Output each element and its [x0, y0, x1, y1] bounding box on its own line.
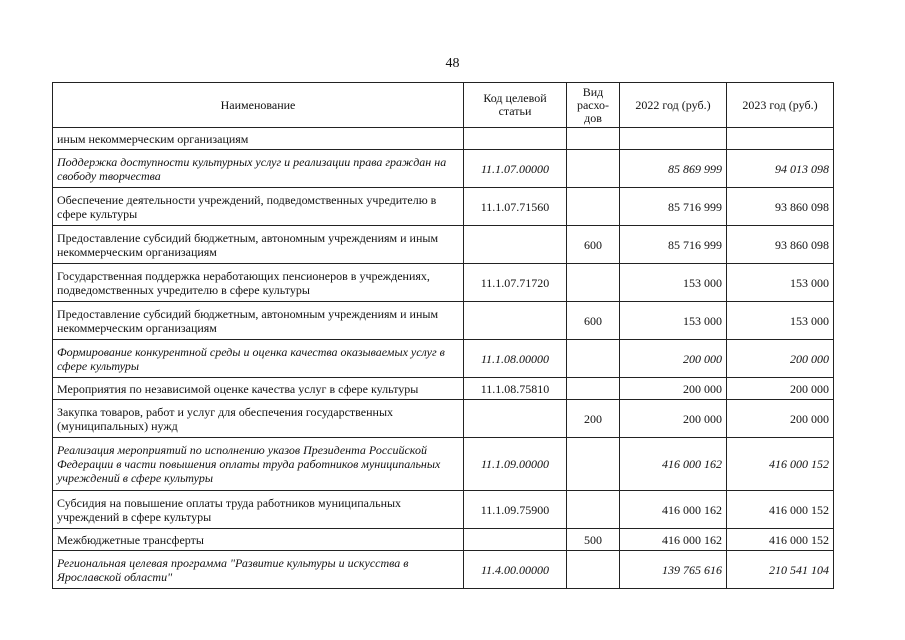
row-2022: 200 000: [620, 378, 727, 400]
row-code: 11.1.09.75900: [464, 491, 567, 529]
row-expense-type: 600: [567, 302, 620, 340]
row-code: 11.4.00.00000: [464, 551, 567, 589]
row-name: иным некоммерческим организациям: [53, 128, 464, 150]
row-expense-type: [567, 128, 620, 150]
row-expense-type: [567, 551, 620, 589]
row-2022: 416 000 162: [620, 438, 727, 491]
table-row: [53, 302, 834, 340]
table-row: [53, 529, 834, 551]
table-row: [53, 491, 834, 529]
row-2023: 416 000 152: [727, 529, 834, 551]
row-name: Субсидия на повышение оплаты труда работников муниципальных учреждений в сфере культуры: [53, 491, 464, 529]
row-code: 11.1.08.75810: [464, 378, 567, 400]
row-2023: 93 860 098: [727, 188, 834, 226]
row-2023: 94 013 098: [727, 150, 834, 188]
row-code: [464, 226, 567, 264]
header-name: Наименование: [53, 83, 464, 128]
row-expense-type: [567, 378, 620, 400]
row-name: Предоставление субсидий бюджетным, автономным учреждениям и иным некоммерческим организациям: [53, 226, 464, 264]
row-expense-type: 200: [567, 400, 620, 438]
row-2023: 416 000 152: [727, 438, 834, 491]
row-2022: 200 000: [620, 400, 727, 438]
row-name: Обеспечение деятельности учреждений, подведомственных учредителю в сфере культуры: [53, 188, 464, 226]
row-2022: 85 716 999: [620, 188, 727, 226]
row-2023: 153 000: [727, 302, 834, 340]
row-expense-type: [567, 150, 620, 188]
row-code: [464, 128, 567, 150]
table-row: [53, 551, 834, 589]
row-expense-type: [567, 188, 620, 226]
table-header-row: [53, 83, 834, 128]
row-2023: 210 541 104: [727, 551, 834, 589]
row-2023: 93 860 098: [727, 226, 834, 264]
row-expense-type: [567, 438, 620, 491]
row-expense-type: [567, 491, 620, 529]
row-expense-type: 500: [567, 529, 620, 551]
row-name: Поддержка доступности культурных услуг и реализации права граждан на свободу творчества: [53, 150, 464, 188]
row-code: [464, 400, 567, 438]
row-code: 11.1.09.00000: [464, 438, 567, 491]
row-2022: 153 000: [620, 264, 727, 302]
row-name: Межбюджетные трансферты: [53, 529, 464, 551]
page-number: 48: [445, 56, 460, 71]
row-code: 11.1.08.00000: [464, 340, 567, 378]
row-2023: 416 000 152: [727, 491, 834, 529]
row-name: Формирование конкурентной среды и оценка качества оказываемых услуг в сфере культуры: [53, 340, 464, 378]
row-2022: 139 765 616: [620, 551, 727, 589]
table-row: [53, 378, 834, 400]
row-2022: 416 000 162: [620, 491, 727, 529]
row-code: 11.1.07.71560: [464, 188, 567, 226]
budget-table: [52, 82, 834, 589]
row-2023: [727, 128, 834, 150]
row-2022: 200 000: [620, 340, 727, 378]
row-code: [464, 529, 567, 551]
row-name: Государственная поддержка неработающих пенсионеров в учреждениях, подведомственных учредителю в сфере культуры: [53, 264, 464, 302]
header-code: Код целевой статьи: [464, 83, 567, 128]
row-name: Реализация мероприятий по исполнению указов Президента Российской Федерации в части повышения оплаты труда работников муниципальных учреждений в сфере культуры: [53, 438, 464, 491]
table-row: [53, 188, 834, 226]
table-row: [53, 128, 834, 150]
row-name: Закупка товаров, работ и услуг для обеспечения государственных (муниципальных) нужд: [53, 400, 464, 438]
header-2023: 2023 год (руб.): [727, 83, 834, 128]
row-2022: 85 716 999: [620, 226, 727, 264]
row-expense-type: 600: [567, 226, 620, 264]
row-name: Предоставление субсидий бюджетным, автономным учреждениям и иным некоммерческим организациям: [53, 302, 464, 340]
row-2023: 153 000: [727, 264, 834, 302]
row-expense-type: [567, 264, 620, 302]
row-code: [464, 302, 567, 340]
row-2022: 85 869 999: [620, 150, 727, 188]
header-expense-type: Вид расхо-дов: [567, 83, 620, 128]
row-2022: 153 000: [620, 302, 727, 340]
table-row: [53, 150, 834, 188]
table-row: [53, 438, 834, 491]
row-2022: [620, 128, 727, 150]
header-2022: 2022 год (руб.): [620, 83, 727, 128]
row-2023: 200 000: [727, 378, 834, 400]
row-code: 11.1.07.71720: [464, 264, 567, 302]
row-2022: 416 000 162: [620, 529, 727, 551]
row-code: 11.1.07.00000: [464, 150, 567, 188]
table-row: [53, 400, 834, 438]
table-row: [53, 340, 834, 378]
row-2023: 200 000: [727, 400, 834, 438]
row-name: Мероприятия по независимой оценке качества услуг в сфере культуры: [53, 378, 464, 400]
table-row: [53, 264, 834, 302]
row-name: Региональная целевая программа "Развитие культуры и искусства в Ярославской области": [53, 551, 464, 589]
row-2023: 200 000: [727, 340, 834, 378]
row-expense-type: [567, 340, 620, 378]
table-row: [53, 226, 834, 264]
